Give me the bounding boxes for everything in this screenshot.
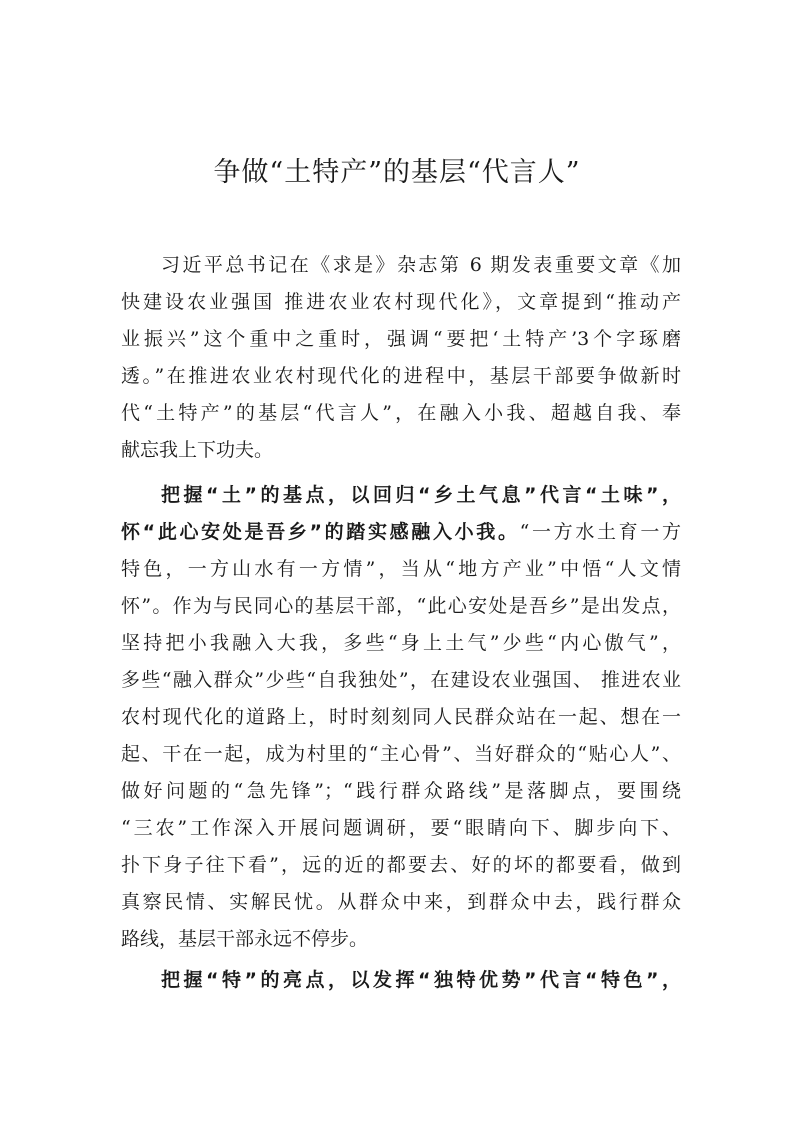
body-line: 农村现代化的道路上，时时刻刻同人民群众站在一起、想在一 [121, 706, 681, 728]
body-line: 路线，基层干部永远不停步。 [121, 928, 369, 950]
body-line: 习近平总书记在《求是》杂志第 6 期发表重要文章《加 [161, 254, 681, 276]
body-line: 特色，一方山水有一方情”，当从“地方产业”中悟“人文情 [121, 558, 681, 580]
document-title: 争做“土特产”的基层“代言人” [213, 157, 581, 188]
body-line: 坚持把小我融入大我，多些“身上土气”少些“内心傲气”， [121, 632, 681, 654]
section-heading: 把握“土”的基点，以回归“乡土气息”代言“土味”， [161, 484, 681, 506]
body-line: 起、干在一起，成为村里的“主心骨”、当好群众的“贴心人”、 [121, 743, 681, 765]
body-line: 真察民情、实解民忧。从群众中来，到群众中去，践行群众 [121, 891, 681, 913]
section-heading: 把握“特”的亮点，以发挥“独特优势”代言“特色”， [161, 969, 681, 991]
article-body [121, 247, 681, 999]
body-line: 代“土特产”的基层“代言人”，在融入小我、超越自我、奉 [121, 402, 681, 424]
body-line: 快建设农业强国 推进农业农村现代化》，文章提到“推动产 [121, 291, 681, 313]
section-heading-continued: 怀“此心安处是吾乡”的踏实感融入小我。 [121, 521, 520, 543]
body-line: 怀”。作为与民同心的基层干部，“此心安处是吾乡”是出发点， [121, 595, 681, 617]
body-line: 业振兴”这个重中之重时，强调“要把‘土特产’3个字琢磨 [121, 328, 681, 350]
body-line [121, 514, 681, 551]
body-text-run: “一方水土育一方 [519, 521, 681, 543]
body-line: “三农”工作深入开展问题调研，要“眼睛向下、脚步向下、 [121, 817, 681, 839]
body-line: 做好问题的“急先锋”；“践行群众路线”是落脚点，要围绕 [121, 780, 681, 802]
body-line: 扑下身子往下看”，远的近的都要去、好的坏的都要看，做到 [121, 854, 681, 876]
body-line: 透。”在推进农业农村现代化的进程中，基层干部要争做新时 [121, 365, 681, 387]
body-line: 献忘我上下功夫。 [121, 439, 274, 461]
body-line: 多些“融入群众”少些“自我独处”，在建设农业强国、 推进农业 [121, 669, 681, 691]
